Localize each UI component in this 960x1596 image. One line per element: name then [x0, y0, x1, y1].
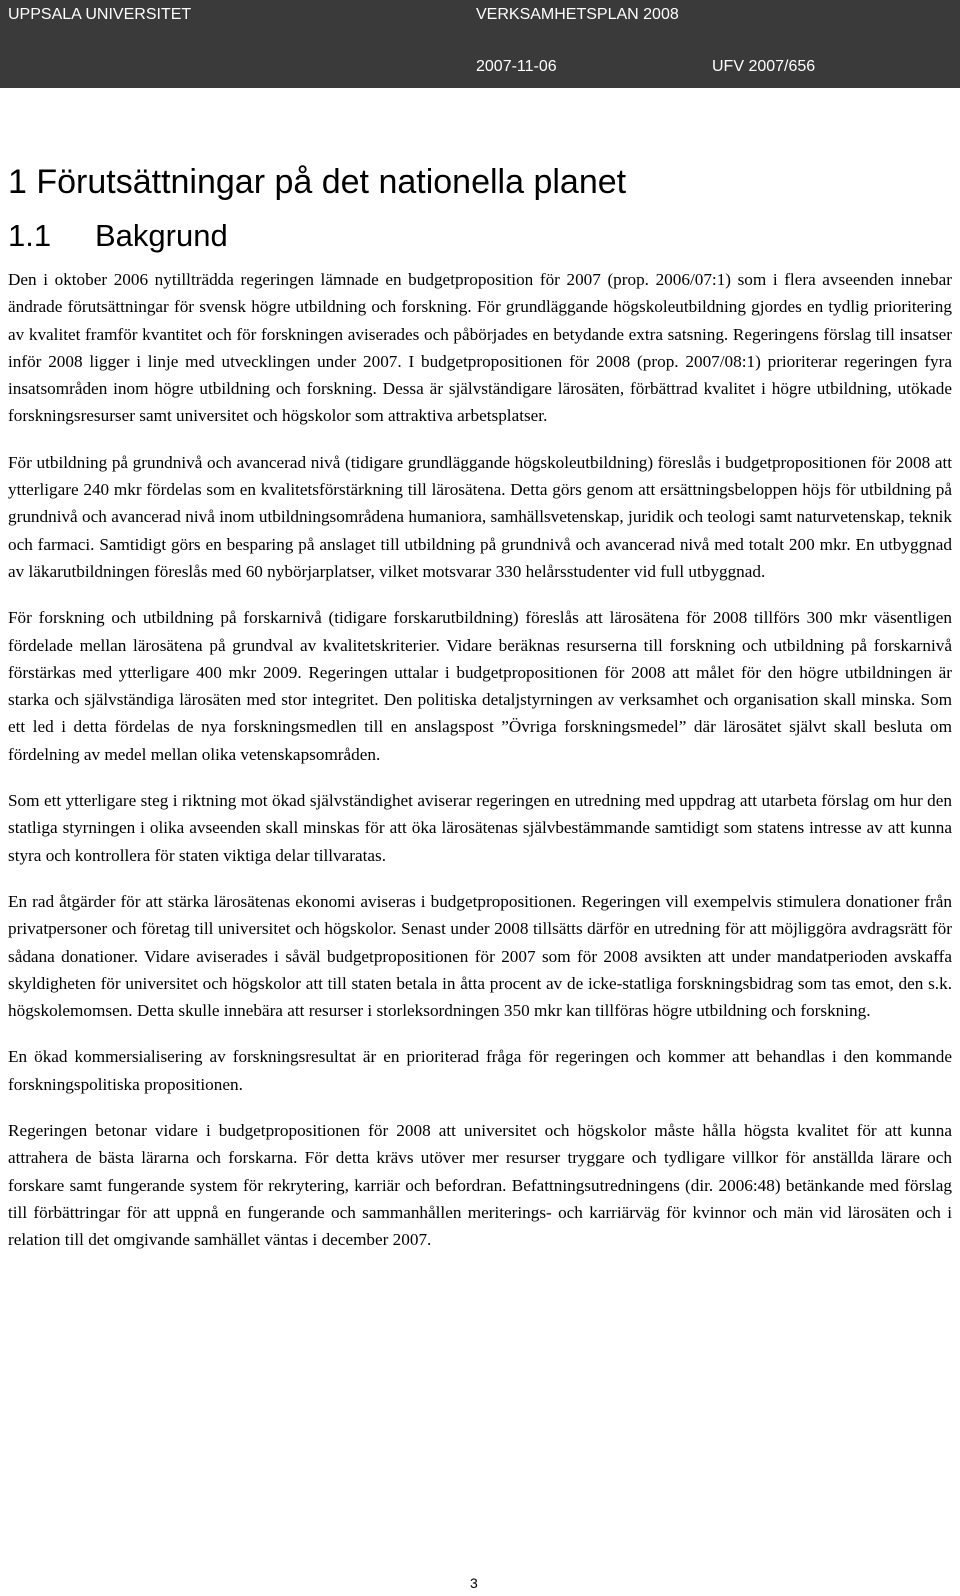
- header-organization: UPPSALA UNIVERSITET: [8, 6, 192, 23]
- header-reference: UFV 2007/656: [712, 58, 816, 75]
- page-number: 3: [470, 1575, 478, 1591]
- page-header: [0, 0, 960, 88]
- section-title: Bakgrund: [95, 218, 228, 253]
- paragraph: Regeringen betonar vidare i budgetpropositionen för 2008 att universitet och högskolor måste hålla högsta kvalitet för att kunna attrahera de bästa lärarna och forskarna. För detta krävs utöver mer resurser tryggare och tydligare villkor för anställda lärare och forskare samt fungerande system för rekrytering, karriär och befordran. Befattningsutredningens (dir. 2006:48) betänkande med förslag till förbättringar för att uppnå en fungerande och sammanhållen meriterings- och karriärväg för kvinnor och män vid lärosäten och i relation till det omgivande samhället väntas i december 2007.: [8, 1121, 952, 1250]
- section-number: 1.1: [8, 218, 52, 253]
- header-date: 2007-11-06: [476, 58, 557, 75]
- header-document-title: VERKSAMHETSPLAN 2008: [476, 6, 679, 23]
- paragraph: Som ett ytterligare steg i riktning mot ökad självständighet aviserar regeringen en utredning med uppdrag att utarbeta förslag om hur den statliga styrningen i olika avseenden skall minskas för att öka lärosätenas självbestämmande samtidigt som statens intresse av att kunna styra och kontrollera för staten viktiga delar tillvaratas.: [8, 791, 952, 865]
- section-heading: [8, 218, 952, 254]
- paragraph: En rad åtgärder för att stärka lärosätenas ekonomi aviseras i budgetpropositionen. Regeringen vill exempelvis stimulera donationer från privatpersoner och företag till universitet och högskolor. Senast under 2008 tillsätts därför en utredning för att möjliggöra avdragsrätt för sådana donationer. Vidare aviserades i såväl budgetpropositionen för 2007 som för 2008 avsikten att under mandatperioden avskaffa skyldigheten för universitet och högskolor att till staten betala in åtta procent av de icke-statliga forskningsbidrag som tas emot, den s.k. högskolemomsen. Detta skulle innebära att resurser i storleksordningen 350 mkr kan tillföras högre utbildning och forskning.: [8, 891, 952, 1021]
- paragraph: Den i oktober 2006 nytillträdda regeringen lämnade en budgetproposition för 2007 (prop. 2006/07:1) som i flera avseenden innebar ändrade förutsättningar för svensk högre utbildning och forskning. För grundläggande högskoleutbildning gjordes en tydlig prioritering av kvalitet framför kvantitet och för forskningen aviserades och påbörjades en betydande extra satsning. Regeringens förslag till insatser inför 2008 ligger i linje med utvecklingen under 2007. I budgetpropositionen för 2008 (prop. 2007/08:1) prioriterar regeringen fyra insatsområden inom högre utbildning och forskning. Dessa är självständigare lärosäten, förbättrad kvalitet i högre utbildning, utökade forskningsresurser samt universitet och högskolor som attraktiva arbetsplatser.: [8, 270, 952, 426]
- paragraph: För forskning och utbildning på forskarnivå (tidigare forskarutbildning) föreslås att lärosätena för 2008 tillförs 300 mkr väsentligen fördelade mellan lärosätena på grundval av kvalitetskriterier. Vidare beräknas resurserna till forskning och utbildning på forskarnivå förstärkas med ytterligare 400 mkr 2009. Regeringen uttalar i budgetpropositionen för 2008 att målet för den högre utbildningen är starka och självständiga lärosäten med stor integritet. Den politiska detaljstyrningen av verksamhet och organisation skall minska. Som ett led i detta fördelas de nya forskningsmedlen till en anslagspost ”Övriga forskningsmedel” där lärosätet självt skall besluta om fördelning av medel mellan olika vetenskapsområden.: [8, 608, 952, 764]
- paragraph: En ökad kommersialisering av forskningsresultat är en prioriterad fråga för regeringen och kommer att behandlas i den kommande forskningspolitiska propositionen.: [8, 1047, 952, 1094]
- paragraph: För utbildning på grundnivå och avancerad nivå (tidigare grundläggande högskoleutbildning) föreslås i budgetpropositionen för 2008 att ytterligare 240 mkr fördelas som en kvalitetsförstärkning till lärosätena. Detta görs genom att ersättningsbeloppen höjs för utbildning på grundnivå och avancerad nivå inom utbildningsområdena humaniora, samhällsvetenskap, juridik och teologi samt naturvetenskap, teknik och farmaci. Samtidigt görs en besparing på anslaget till utbildning på grundnivå och avancerad nivå med totalt 200 mkr. En utbyggnad av läkarutbildningen föreslås med 60 nybörjarplatser, vilket motsvarar 330 helårsstudenter vid full utbyggnad.: [8, 452, 952, 581]
- chapter-title: 1 Förutsättningar på det nationella planet: [8, 163, 627, 201]
- page-content: [8, 150, 952, 1273]
